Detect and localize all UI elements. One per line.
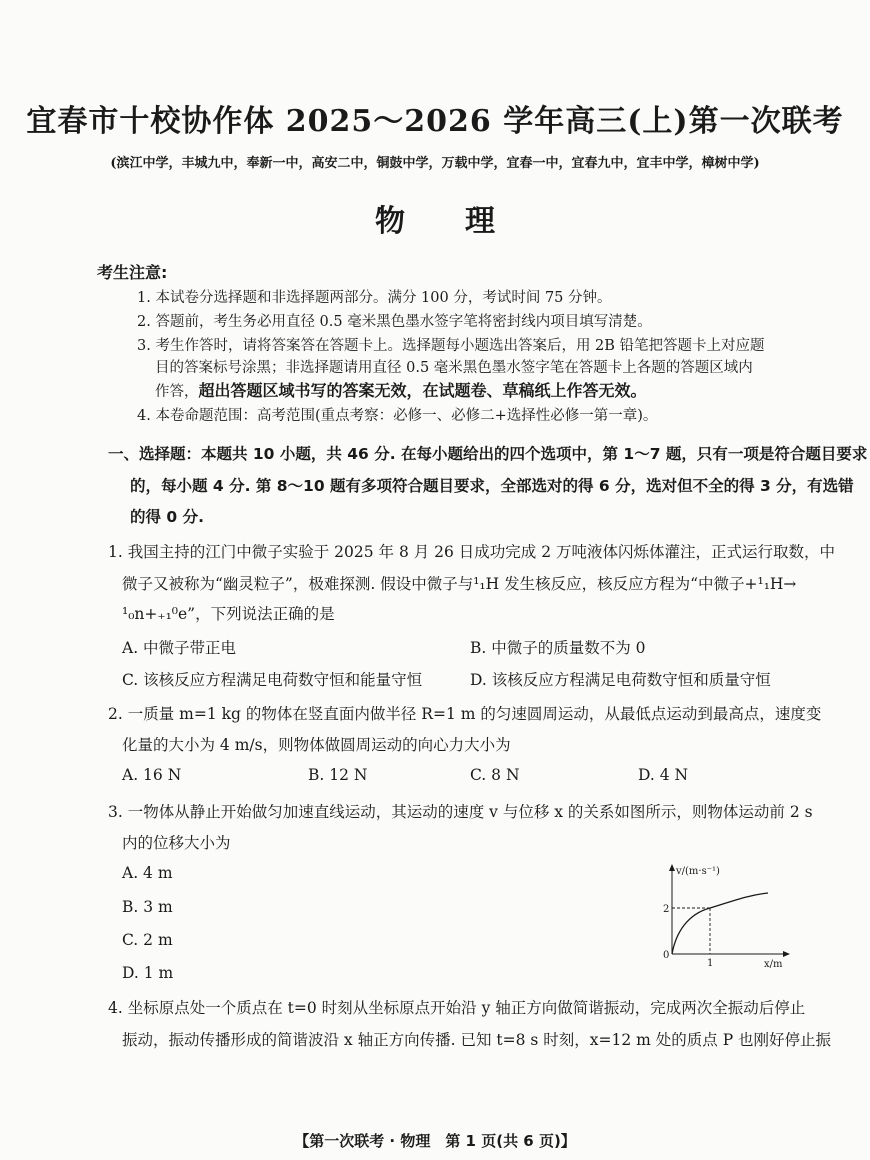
- x-axis-arrow: [783, 951, 790, 957]
- option-a[interactable]: A. 4 m: [122, 864, 173, 882]
- notice-heading: 考生注意:: [97, 263, 168, 282]
- question-2-text: 化量的大小为 4 m/s，则物体做圆周运动的向心力大小为: [122, 736, 511, 754]
- section-heading: 的，每小题 4 分. 第 8～10 题有多项符合题目要求，全部选对的得 6 分，选对但不全的得 3 分，有选错: [130, 477, 854, 495]
- school-list: (滨江中学，丰城九中，奉新一中，高安二中，铜鼓中学，万载中学，宜春一中，宜春九中，宜丰中学，樟树中学): [110, 156, 760, 171]
- option-d[interactable]: D. 1 m: [122, 964, 174, 982]
- x-tick-label: 1: [707, 958, 714, 969]
- question-3-text: 内的位移大小为: [122, 834, 231, 852]
- notice-text: 作答，: [155, 384, 199, 400]
- y-axis-arrow: [669, 864, 675, 871]
- y-tick-label: 2: [663, 904, 670, 915]
- option-b[interactable]: B. 中微子的质量数不为 0: [470, 639, 646, 657]
- option-a[interactable]: A. 16 N: [122, 766, 182, 784]
- question-4-text: 振动，振动传播形成的简谐波沿 x 轴正方向传播. 已知 t=8 s 时刻，x=12 m 处的质点 P 也刚好停止振: [122, 1031, 832, 1049]
- notice-item: 3. 考生作答时，请将答案答在答题卡上。选择题每小题选出答案后，用 2B 铅笔把答题卡上对应题: [137, 338, 765, 354]
- v-x-curve: [672, 893, 768, 954]
- subject-title: 物理: [375, 204, 555, 239]
- question-1-text: 微子又被称为“幽灵粒子”，极难探测. 假设中微子与¹₁H 发生核反应，核反应方程为“中微子+¹₁H→: [122, 575, 797, 593]
- notice-warning: 超出答题区域书写的答案无效，在试题卷、草稿纸上作答无效。: [198, 381, 647, 400]
- question-2-text: 2. 一质量 m=1 kg 的物体在竖直面内做半径 R=1 m 的匀速圆周运动，从最低点运动到最高点，速度变: [108, 705, 822, 723]
- notice-item: [155, 378, 647, 401]
- option-c[interactable]: C. 2 m: [122, 931, 173, 949]
- question-4-text: 4. 坐标原点处一个质点在 t=0 时刻从坐标原点开始沿 y 轴正方向做简谐振动，完成两次全振动后停止: [108, 999, 806, 1017]
- notice-item: 4. 本卷命题范围：高考范围(重点考察：必修一、必修二+选择性必修一第一章)。: [137, 408, 658, 424]
- section-heading: 一、选择题：本题共 10 小题，共 46 分. 在每小题给出的四个选项中，第 1～7 题，只有一项是符合题目要求: [108, 445, 868, 463]
- option-b[interactable]: B. 12 N: [308, 766, 368, 784]
- page-footer: 【第一次联考 · 物理 第 1 页(共 6 页)】: [294, 1132, 576, 1150]
- section-heading: 的得 0 分.: [130, 508, 204, 526]
- option-a[interactable]: A. 中微子带正电: [122, 639, 237, 657]
- option-c[interactable]: C. 8 N: [470, 766, 520, 784]
- x-axis-label: x/m: [764, 959, 783, 970]
- notice-item: 1. 本试卷分选择题和非选择题两部分。满分 100 分，考试时间 75 分钟。: [137, 290, 612, 306]
- question-1-text: ¹₀n+₊₁⁰e”，下列说法正确的是: [122, 605, 335, 623]
- y-axis-label: v/(m·s⁻¹): [676, 866, 720, 877]
- notice-item: 2. 答题前，考生务必用直径 0.5 毫米黑色墨水签字笔将密封线内项目填写清楚。: [137, 314, 652, 330]
- velocity-displacement-graph: [656, 862, 796, 972]
- notice-item: 目的答案标号涂黑；非选择题请用直径 0.5 毫米黑色墨水签字笔在答题卡上各题的答题区域内: [155, 360, 753, 376]
- option-b[interactable]: B. 3 m: [122, 898, 173, 916]
- option-d[interactable]: D. 该核反应方程满足电荷数守恒和质量守恒: [470, 671, 771, 689]
- exam-title: 宜春市十校协作体 2025～2026 学年高三(上)第一次联考: [26, 104, 844, 139]
- question-1-text: 1. 我国主持的江门中微子实验于 2025 年 8 月 26 日成功完成 2 万吨液体闪烁体灌注，正式运行取数，中: [108, 543, 836, 561]
- origin-label: 0: [663, 950, 670, 961]
- option-d[interactable]: D. 4 N: [638, 766, 689, 784]
- question-3-text: 3. 一物体从静止开始做匀加速直线运动，其运动的速度 v 与位移 x 的关系如图所示，则物体运动前 2 s: [108, 803, 813, 821]
- option-c[interactable]: C. 该核反应方程满足电荷数守恒和能量守恒: [122, 671, 423, 689]
